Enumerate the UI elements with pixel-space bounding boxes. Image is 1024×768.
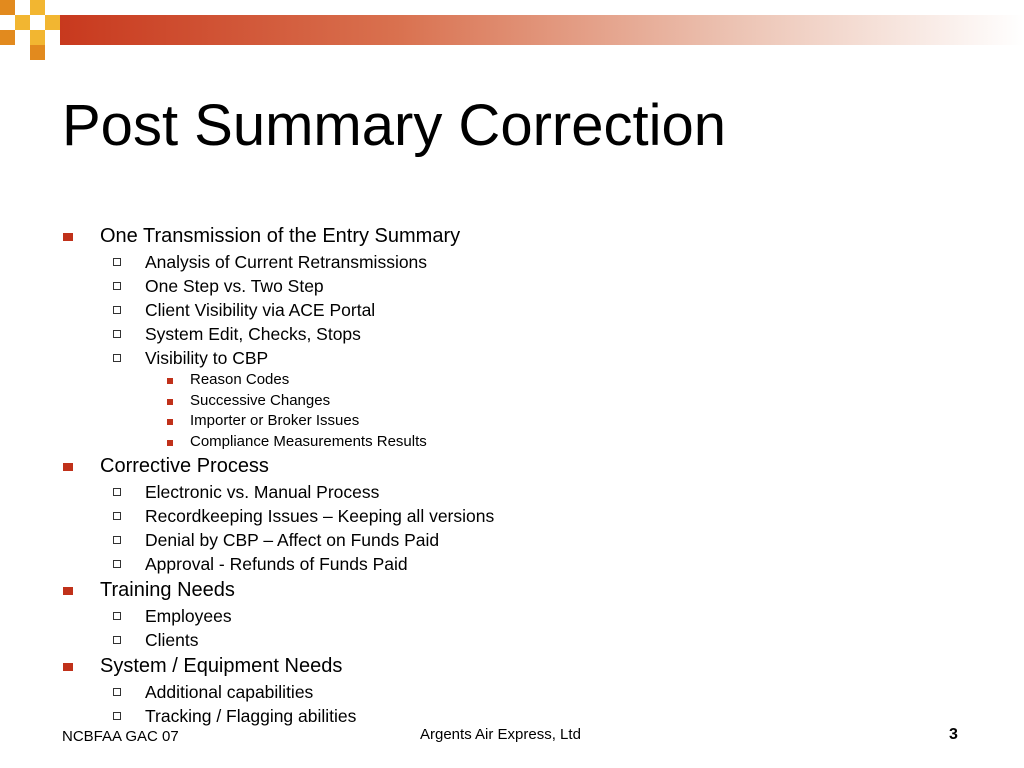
sub-bullet-item	[0, 628, 1024, 652]
square-bullet-icon	[63, 663, 73, 671]
logo-square	[15, 15, 30, 30]
sub-sub-bullet-text: Reason Codes	[190, 371, 290, 388]
sub-bullet-text: System Edit, Checks, Stops	[145, 324, 361, 344]
sub-bullet-item	[0, 250, 1024, 274]
sub-sub-bullet-item	[0, 432, 1024, 453]
logo-square	[30, 15, 45, 30]
header-gradient-band	[60, 15, 1024, 45]
slide-number: 3	[949, 726, 958, 743]
sub-bullet-text: One Step vs. Two Step	[145, 276, 324, 296]
sub-bullet-item	[0, 322, 1024, 346]
sub-sub-bullet-item	[0, 391, 1024, 412]
small-square-bullet-icon	[167, 440, 173, 446]
logo-square	[30, 30, 45, 45]
sub-bullet-text: Additional capabilities	[145, 682, 314, 702]
footer-center-text: Argents Air Express, Ltd	[420, 726, 581, 743]
small-square-bullet-icon	[167, 378, 173, 384]
sub-bullet-text: Tracking / Flagging abilities	[145, 706, 357, 726]
hollow-square-bullet-icon	[113, 258, 121, 266]
bullet-list	[0, 222, 1024, 728]
sub-bullet-item	[0, 480, 1024, 504]
sub-bullet-text: Visibility to CBP	[145, 348, 269, 368]
bullet-item	[0, 452, 1024, 480]
square-bullet-icon	[63, 587, 73, 595]
hollow-square-bullet-icon	[113, 688, 121, 696]
page-title: Post Summary Correction	[62, 93, 726, 158]
sub-bullet-item	[0, 528, 1024, 552]
sub-bullet-item	[0, 274, 1024, 298]
square-bullet-icon	[63, 463, 73, 471]
hollow-square-bullet-icon	[113, 536, 121, 544]
sub-bullet-text: Electronic vs. Manual Process	[145, 482, 380, 502]
small-square-bullet-icon	[167, 419, 173, 425]
bullet-item	[0, 576, 1024, 604]
square-bullet-icon	[63, 233, 73, 241]
hollow-square-bullet-icon	[113, 330, 121, 338]
hollow-square-bullet-icon	[113, 354, 121, 362]
hollow-square-bullet-icon	[113, 712, 121, 720]
hollow-square-bullet-icon	[113, 306, 121, 314]
sub-sub-bullet-item	[0, 370, 1024, 391]
sub-bullet-item	[0, 604, 1024, 628]
sub-sub-bullet-text: Importer or Broker Issues	[190, 412, 360, 429]
sub-bullet-item	[0, 346, 1024, 370]
footer-left-text: NCBFAA GAC 07	[62, 728, 179, 745]
sub-bullet-text: Client Visibility via ACE Portal	[145, 300, 376, 320]
bullet-text: System / Equipment Needs	[100, 655, 343, 677]
sub-bullet-item	[0, 680, 1024, 704]
sub-bullet-text: Approval - Refunds of Funds Paid	[145, 554, 408, 574]
sub-bullet-item	[0, 298, 1024, 322]
bullet-text: Training Needs	[100, 579, 235, 601]
logo-square	[30, 45, 45, 60]
sub-sub-bullet-text: Successive Changes	[190, 391, 331, 409]
sub-bullet-text: Recordkeeping Issues – Keeping all versions	[145, 506, 495, 526]
sub-bullet-item	[0, 504, 1024, 528]
hollow-square-bullet-icon	[113, 512, 121, 520]
hollow-square-bullet-icon	[113, 636, 121, 644]
logo-square	[30, 0, 45, 15]
logo-square	[0, 0, 15, 15]
sub-bullet-text: Clients	[145, 630, 199, 650]
bullet-text: One Transmission of the Entry Summary	[100, 225, 461, 247]
bullet-text: Corrective Process	[100, 455, 269, 477]
sub-bullet-text: Employees	[145, 606, 232, 626]
sub-sub-bullet-item	[0, 411, 1024, 432]
small-square-bullet-icon	[167, 399, 173, 405]
bullet-item	[0, 222, 1024, 250]
bullet-item	[0, 652, 1024, 680]
hollow-square-bullet-icon	[113, 560, 121, 568]
sub-sub-bullet-text: Compliance Measurements Results	[190, 432, 427, 450]
sub-bullet-item	[0, 552, 1024, 576]
sub-bullet-item	[0, 704, 1024, 728]
logo-square	[0, 30, 15, 45]
hollow-square-bullet-icon	[113, 282, 121, 290]
sub-bullet-text: Denial by CBP – Affect on Funds Paid	[145, 530, 440, 550]
logo-square	[45, 15, 60, 30]
sub-bullet-text: Analysis of Current Retransmissions	[145, 252, 428, 272]
hollow-square-bullet-icon	[113, 488, 121, 496]
hollow-square-bullet-icon	[113, 612, 121, 620]
